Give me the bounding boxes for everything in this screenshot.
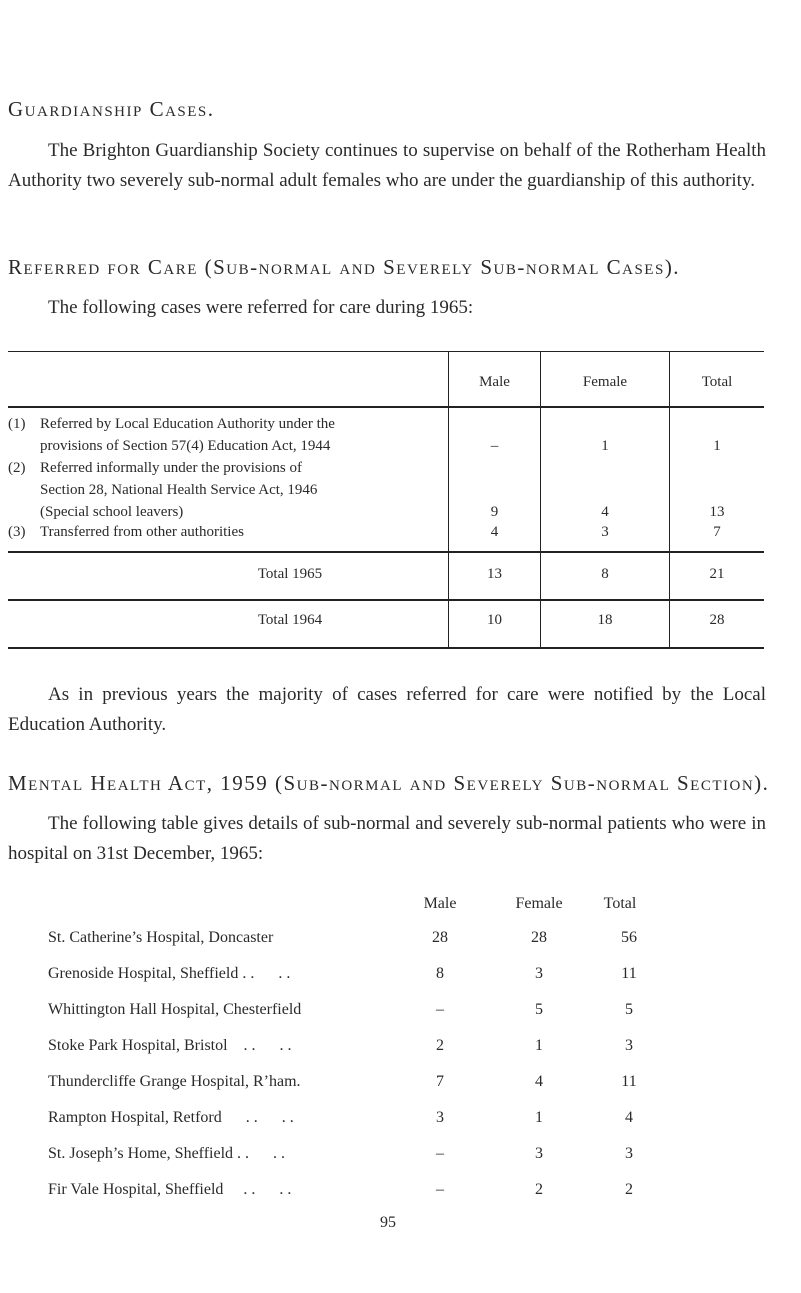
referred-intro: The following cases were referred for care during 1965: bbox=[48, 297, 474, 318]
row-label-line: Section 28, National Health Service Act, 1946 bbox=[40, 482, 318, 498]
row-label-line: Transferred from other authorities bbox=[40, 524, 244, 540]
hospital-female: 1 bbox=[535, 1037, 543, 1054]
total-1965-male: 13 bbox=[487, 566, 502, 582]
total-1964-total: 28 bbox=[709, 612, 725, 628]
hospital-name: Fir Vale Hospital, Sheffield . . . . bbox=[48, 1181, 292, 1198]
total-1965-label: Total 1965 bbox=[257, 566, 323, 582]
hospital-male: 7 bbox=[436, 1073, 444, 1090]
page-number: 95 bbox=[380, 1214, 396, 1231]
row-number: (1) bbox=[8, 416, 26, 432]
col-header-total: Total bbox=[603, 895, 637, 912]
guardianship-paragraph: The Brighton Guardianship Society continues to supervise on behalf of the Rotherham Health Authority two severely sub-normal adult females who are under the guardianship of this authority. bbox=[8, 140, 766, 191]
col-header-male: Male bbox=[423, 895, 457, 912]
mental-health-intro: The following table gives details of sub-normal and severely sub-normal patients who were in hospital on 31st December, 1965: bbox=[8, 813, 766, 864]
hospital-male: – bbox=[436, 1181, 444, 1198]
guardianship-heading: Guardianship Cases. bbox=[8, 97, 215, 121]
total-1965-female: 8 bbox=[601, 566, 609, 582]
hospital-name: Rampton Hospital, Retford . . . . bbox=[48, 1109, 294, 1126]
hospital-female: 4 bbox=[535, 1073, 543, 1090]
table-col-divider bbox=[448, 351, 449, 648]
col-header-female: Female bbox=[515, 895, 563, 912]
total-1964-female: 18 bbox=[597, 612, 613, 628]
referred-heading: Referred for Care (Sub-normal and Severely Sub-normal Cases). bbox=[8, 255, 681, 279]
hospital-female: 2 bbox=[535, 1181, 543, 1198]
hospital-male: 2 bbox=[436, 1037, 444, 1054]
row-label-line: (Special school leavers) bbox=[40, 504, 184, 520]
hospital-name: Stoke Park Hospital, Bristol . . . . bbox=[48, 1037, 292, 1054]
col-header-female: Female bbox=[582, 374, 628, 390]
table-rule-header bbox=[8, 406, 764, 408]
col-header-male: Male bbox=[479, 374, 510, 390]
hospital-total: 3 bbox=[625, 1037, 633, 1054]
hospital-female: 5 bbox=[535, 1001, 543, 1018]
row-label-line: Referred informally under the provisions of bbox=[40, 460, 303, 476]
row-label-line: provisions of Section 57(4) Education Act, 1944 bbox=[40, 438, 331, 454]
mental-health-heading: Mental Health Act, 1959 (Sub-normal and Severely Sub-normal Section). bbox=[8, 771, 770, 795]
table-col-divider bbox=[540, 351, 541, 648]
hospital-total: 2 bbox=[625, 1181, 633, 1198]
row-female-value: 4 bbox=[601, 504, 609, 520]
hospital-female: 28 bbox=[531, 929, 547, 946]
row-male-value: – bbox=[490, 438, 499, 454]
hospital-name: St. Joseph’s Home, Sheffield . . . . bbox=[48, 1145, 286, 1162]
hospital-total: 11 bbox=[621, 965, 637, 982]
table-rule-bottom bbox=[8, 647, 764, 649]
row-number: (3) bbox=[8, 524, 26, 540]
hospital-female: 3 bbox=[535, 965, 543, 982]
hospital-male: – bbox=[436, 1001, 444, 1018]
row-total-value: 7 bbox=[713, 524, 721, 540]
hospital-male: – bbox=[436, 1145, 444, 1162]
row-label-line: Referred by Local Education Authority under the bbox=[40, 416, 335, 432]
referred-note: As in previous years the majority of cases referred for care were notified by the Local Education Authority. bbox=[8, 684, 766, 735]
hospital-total: 11 bbox=[621, 1073, 637, 1090]
hospital-female: 3 bbox=[535, 1145, 543, 1162]
table-rule-body bbox=[8, 551, 764, 553]
hospital-male: 8 bbox=[436, 965, 444, 982]
hospital-male: 28 bbox=[432, 929, 448, 946]
table-rule-total bbox=[8, 599, 764, 601]
hospital-name: Grenoside Hospital, Sheffield . . . . bbox=[48, 965, 291, 982]
hospital-name: Whittington Hall Hospital, Chesterfield bbox=[48, 1001, 302, 1018]
hospital-total: 56 bbox=[621, 929, 637, 946]
row-total-value: 1 bbox=[713, 438, 721, 454]
hospital-female: 1 bbox=[535, 1109, 543, 1126]
row-male-value: 9 bbox=[490, 504, 499, 520]
hospital-total: 3 bbox=[625, 1145, 633, 1162]
row-female-value: 1 bbox=[601, 438, 609, 454]
row-female-value: 3 bbox=[601, 524, 609, 540]
row-male-value: 4 bbox=[490, 524, 499, 540]
col-header-total: Total bbox=[701, 374, 733, 390]
row-number: (2) bbox=[8, 460, 26, 476]
row-total-value: 13 bbox=[709, 504, 725, 520]
hospital-male: 3 bbox=[436, 1109, 444, 1126]
hospital-name: Thundercliffe Grange Hospital, R’ham. bbox=[48, 1073, 301, 1090]
total-1964-label: Total 1964 bbox=[257, 612, 323, 628]
hospital-total: 5 bbox=[625, 1001, 633, 1018]
table-col-divider bbox=[669, 351, 670, 648]
table-rule-top bbox=[8, 351, 764, 352]
total-1965-total: 21 bbox=[709, 566, 725, 582]
hospital-name: St. Catherine’s Hospital, Doncaster bbox=[48, 929, 274, 946]
total-1964-male: 10 bbox=[487, 612, 502, 628]
hospital-total: 4 bbox=[625, 1109, 633, 1126]
